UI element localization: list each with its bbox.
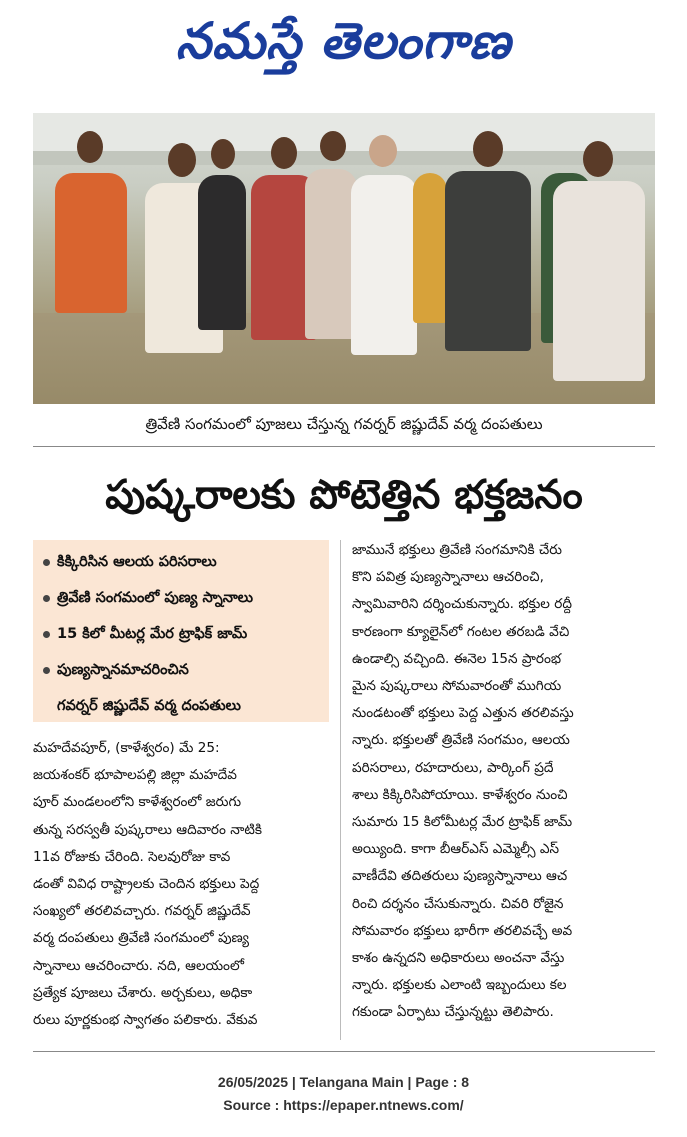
article-line: 11వ రోజుకు చేరింది. సెలవురోజు కావ	[33, 848, 231, 865]
photo-head	[271, 137, 297, 169]
photo-person	[553, 181, 645, 381]
photo-person	[413, 173, 447, 323]
photo-head	[320, 131, 346, 161]
article-line: స్నానాలు ఆచరించారు. నది, ఆలయంలో	[33, 957, 244, 974]
article-line: జయశంకర్ భూపాలపల్లి జిల్లా మహదేవ	[33, 767, 237, 784]
highlight-item: త్రివేణి సంగమంలో పుణ్య స్నానాలు	[33, 580, 329, 616]
article-line: పరిసరాలు, రహదారులు, పార్కింగ్ ప్రదే	[352, 759, 554, 776]
bullet-icon	[43, 667, 50, 674]
article-line: ప్రత్యేక పూజలు చేశారు. అర్చకులు, అధికా	[33, 984, 253, 1001]
photo-person	[55, 173, 127, 313]
article-line: సంఖ్యలో తరలివచ్చారు. గవర్నర్ జిష్ణుదేవ్	[33, 903, 251, 920]
article-line: కారణంగా క్యూలైన్‌లో గంటల తరబడి వేచి	[352, 623, 570, 640]
footer-source-link[interactable]: Source : https://epaper.ntnews.com/	[223, 1097, 464, 1113]
highlights-box	[33, 540, 329, 722]
article-line: డంతో వివిధ రాష్ట్రాలకు చెందిన భక్తులు పెద్ద	[33, 876, 260, 893]
footer-rule	[33, 1051, 655, 1052]
article-line: న్నారు. భక్తులతో త్రివేణి సంగమం, ఆలయ	[352, 732, 570, 749]
caption-rule	[33, 446, 655, 447]
footer-date-page: 26/05/2025 | Telangana Main | Page : 8	[217, 1074, 470, 1090]
article-line: శాలు కిక్కిరిసిపోయాయి. కాళేశ్వరం నుంచి	[352, 786, 568, 803]
photo-head	[369, 135, 397, 167]
article-line: వర్మ దంపతులు త్రివేణి సంగమంలో పుణ్య	[33, 930, 249, 947]
article-line: రించి దర్శనం చేసుకున్నారు. చివరి రోజైన	[352, 895, 564, 912]
highlight-item: 15 కిలో మీటర్ల మేర ట్రాఫిక్ జామ్	[33, 616, 329, 652]
highlight-item-continued: గవర్నర్ జిష్ణుదేవ్ వర్మ దంపతులు	[57, 698, 241, 714]
article-line: న్నారు. భక్తులకు ఎలాంటి ఇబ్బందులు కల	[352, 977, 567, 994]
news-photo	[33, 113, 655, 404]
article-left-column	[33, 735, 329, 1034]
photo-person	[198, 175, 246, 330]
article-line: సుమారు 15 కిలోమీటర్ల మేర ట్రాఫిక్ జామ్	[352, 814, 573, 831]
article-line: రులు పూర్ణకుంభ స్వాగతం పలికారు. వేకువ	[33, 1012, 258, 1029]
article-line: వాణీదేవి తదితరులు పుణ్యస్నానాలు ఆచ	[352, 868, 568, 885]
article-line: సోమవారం భక్తులు భారీగా తరలివచ్చే అవ	[352, 922, 573, 939]
article-line: అయ్యింది. కాగా బీఆర్ఎస్ ఎమ్మెల్సీ ఎస్	[352, 841, 560, 858]
photo-head	[211, 139, 235, 169]
article-line: స్వామివారిని దర్శించుకున్నారు. భక్తుల రద్దీ	[352, 596, 572, 613]
article-line: కొని పవిత్ర పుణ్యస్నానాలు ఆచరించి,	[352, 569, 544, 586]
photo-person	[351, 175, 417, 355]
article-line: గకుండా ఏర్పాటు చేస్తున్నట్టు తెలిపారు.	[352, 1004, 554, 1021]
article-line: నుండటంతో భక్తులు పెద్ద ఎత్తున తరలివస్తు	[352, 705, 574, 722]
bullet-icon	[43, 631, 50, 638]
bullet-icon	[43, 559, 50, 566]
column-separator	[340, 540, 341, 1040]
article-headline: పుష్కరాలకు పోటెత్తిన భక్తజనం	[105, 472, 583, 518]
article-line: తున్న సరస్వతీ పుష్కరాలు ఆదివారం నాటికి	[33, 821, 262, 838]
photo-person	[305, 169, 357, 339]
bullet-icon	[43, 595, 50, 602]
article-line: మహదేవపూర్, (కాళేశ్వరం) మే 25:	[33, 740, 220, 756]
photo-head	[77, 131, 103, 163]
article-line: మైన పుష్కరాలు సోమవారంతో ముగియ	[352, 678, 562, 695]
photo-head	[473, 131, 503, 167]
article-line: జామునే భక్తులు త్రివేణి సంగమానికి చేరు	[352, 542, 562, 558]
photo-head	[168, 143, 196, 177]
photo-person	[445, 171, 531, 351]
article-line: కాశం ఉన్నదని అధికారులు అంచనా వేస్తు	[352, 950, 565, 967]
photo-caption: త్రివేణి సంగమంలో పూజలు చేస్తున్న గవర్నర్ జిష్ణుదేవ్ వర్మ దంపతులు	[145, 415, 543, 433]
newspaper-masthead: నమస్తే తెలంగాణ	[175, 12, 512, 70]
article-right-column	[352, 537, 658, 1027]
article-line: ఉండాల్సి వచ్చింది. ఈనెల 15న ప్రారంభ	[352, 650, 562, 667]
photo-head	[583, 141, 613, 177]
article-line: పూర్ మండలంలోని కాళేశ్వరంలో జరుగు	[33, 794, 242, 811]
highlight-item: పుణ్యస్నానమాచరించిన	[33, 652, 329, 688]
highlight-item: కిక్కిరిసిన ఆలయ పరిసరాలు	[33, 544, 329, 580]
